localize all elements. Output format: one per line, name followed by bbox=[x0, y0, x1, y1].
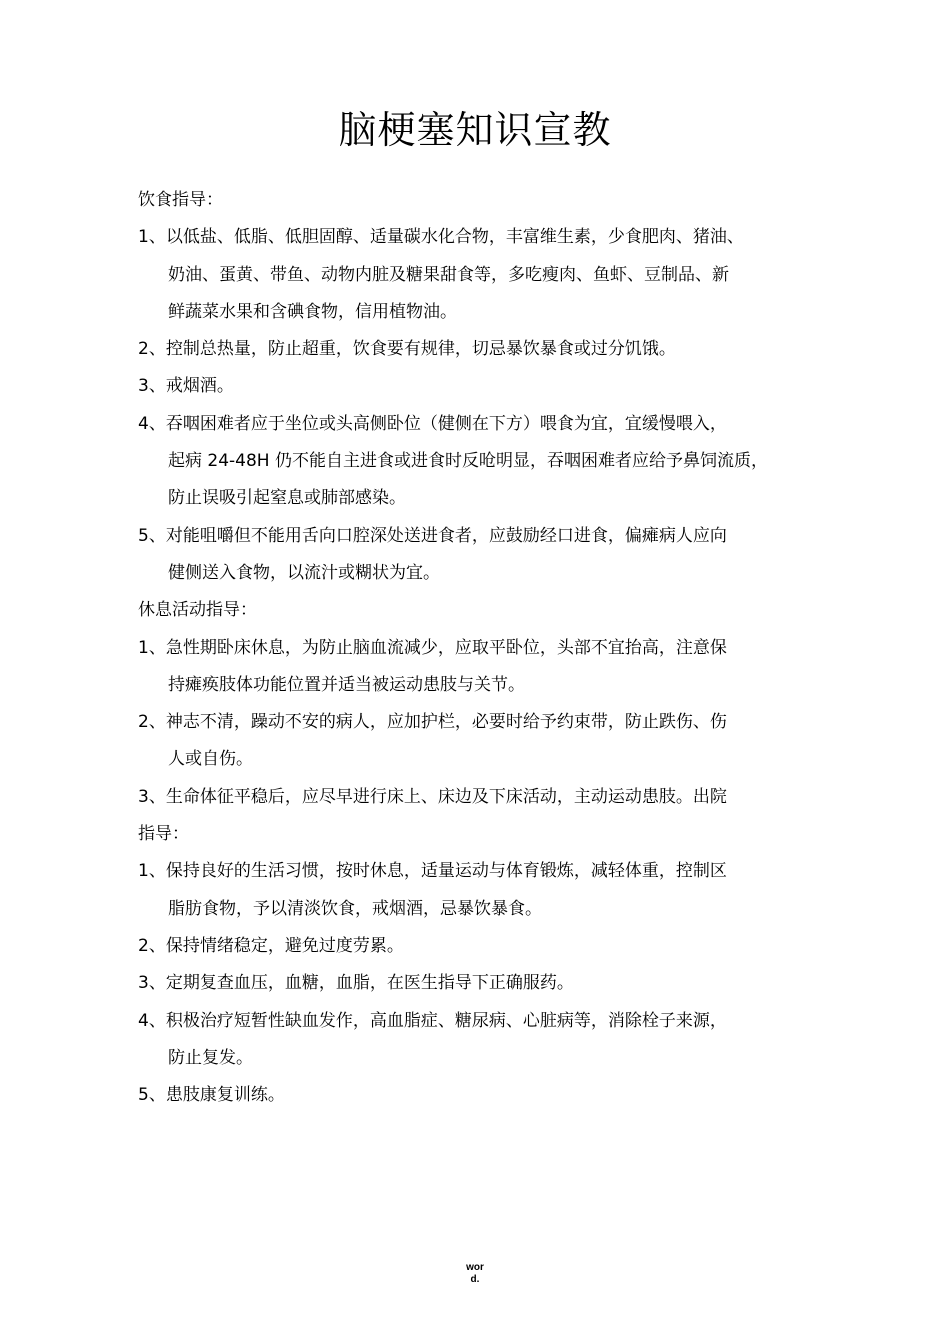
item-line: 人或自伤。 bbox=[168, 749, 253, 770]
footer-text-line2: d. bbox=[470, 1274, 480, 1285]
item-line: 4、吞咽困难者应于坐位或头高侧卧位（健侧在下方）喂食为宜，宜缓慢喂入， bbox=[138, 413, 727, 434]
item-line: 5、对能咀嚼但不能用舌向口腔深处送进食者，应鼓励经口进食，偏瘫病人应向 bbox=[138, 525, 727, 546]
page-footer bbox=[0, 1262, 950, 1286]
item-line: 起病 24-48H 仍不能自主进食或进食时反呛明显，吞咽困难者应给予鼻饲流质， bbox=[168, 451, 768, 472]
page-title: 脑梗塞知识宣教 bbox=[338, 108, 612, 152]
item-line: 3、戒烟酒。 bbox=[138, 376, 234, 397]
list-item bbox=[138, 331, 838, 368]
list-item bbox=[138, 779, 838, 816]
item-line: 1、急性期卧床休息，为防止脑血流减少，应取平卧位，头部不宜抬高，注意保 bbox=[138, 637, 727, 658]
item-line: 2、控制总热量，防止超重，饮食要有规律，切忌暴饮暴食或过分饥饿。 bbox=[138, 339, 676, 360]
item-line: 1、保持良好的生活习惯，按时休息，适量运动与体育锻炼，减轻体重，控制区 bbox=[138, 861, 727, 882]
item-line: 2、保持情绪稳定，避免过度劳累。 bbox=[138, 935, 404, 956]
list-item bbox=[138, 368, 838, 405]
list-item bbox=[138, 630, 838, 705]
list-item bbox=[138, 928, 838, 965]
item-line: 持瘫痪肢体功能位置并适当被运动患肢与关节。 bbox=[168, 674, 525, 695]
item-line: 奶油、蛋黄、带鱼、动物内脏及糖果甜食等，多吃瘦肉、鱼虾、豆制品、新 bbox=[168, 264, 729, 285]
item-line: 1、以低盐、低脂、低胆固醇、适量碳水化合物，丰富维生素，少食肥肉、猪油、 bbox=[138, 227, 744, 248]
section-heading-rest: 休息活动指导： bbox=[138, 600, 257, 621]
footer-text-line1: wor bbox=[466, 1262, 484, 1273]
list-item bbox=[138, 704, 838, 779]
item-line: 2、神志不清，躁动不安的病人，应加护栏，必要时给予约束带，防止跌伤、伤 bbox=[138, 712, 727, 733]
item-line: 4、积极治疗短暂性缺血发作，高血脂症、糖尿病、心脏病等，消除栓子来源， bbox=[138, 1010, 727, 1031]
item-line: 3、生命体征平稳后，应尽早进行床上、床边及下床活动，主动运动患肢。出院 bbox=[138, 786, 727, 807]
item-line: 健侧送入食物，以流汁或糊状为宜。 bbox=[168, 562, 440, 583]
document-body bbox=[138, 182, 838, 1114]
section-heading-discharge: 指导： bbox=[138, 824, 189, 845]
list-item bbox=[138, 406, 838, 518]
list-item bbox=[138, 1077, 838, 1114]
list-item bbox=[138, 518, 838, 593]
item-line: 鲜蔬菜水果和含碘食物，信用植物油。 bbox=[168, 301, 457, 322]
list-item bbox=[138, 219, 838, 331]
item-line: 防止误吸引起窒息或肺部感染。 bbox=[168, 488, 406, 509]
item-line: 3、定期复查血压，血糖，血脂，在医生指导下正确服药。 bbox=[138, 973, 574, 994]
list-item bbox=[138, 965, 838, 1002]
section-heading-diet: 饮食指导： bbox=[138, 190, 223, 210]
item-line: 5、患肢康复训练。 bbox=[138, 1085, 285, 1106]
item-line: 防止复发。 bbox=[168, 1047, 253, 1068]
list-item bbox=[138, 853, 838, 928]
item-line: 脂肪食物，予以清淡饮食，戒烟酒，忌暴饮暴食。 bbox=[168, 898, 542, 919]
list-item bbox=[138, 1003, 838, 1078]
